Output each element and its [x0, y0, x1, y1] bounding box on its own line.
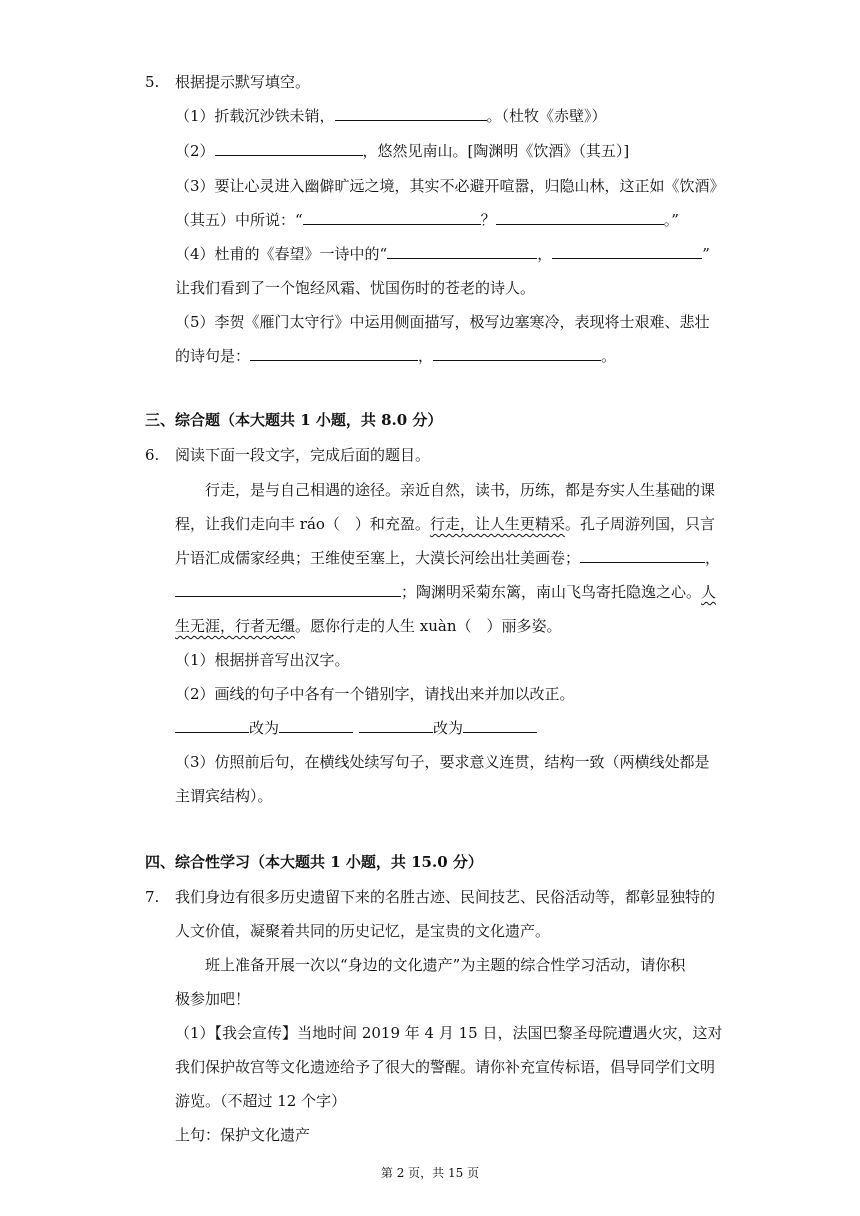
q5-item-5-suffix: 。: [601, 347, 617, 365]
q7-line-7: 游览。（不超过 12 个字）: [175, 1092, 347, 1110]
q5-item-2-prefix: （2）: [175, 142, 215, 160]
q5-item-4-suffix: ”: [702, 245, 710, 263]
q7-line-3: 班上准备开展一次以“身边的文化遗产”为主题的综合性学习活动，请你积: [205, 956, 686, 974]
q6-sub-3-line-1: （3）仿照前后句，在横线处续写句子，要求意义连贯，结构一致（两横线处都是: [175, 753, 710, 771]
q5-item-4-prefix: （4）杜甫的《春望》一诗中的“: [175, 245, 388, 263]
q6-passage-text: ；陶渊明采菊东篱，南山飞鸟寄托隐逸之心。: [401, 583, 702, 601]
q6-number: 6.: [145, 446, 160, 464]
q6-sub-3-line-2: 主谓宾结构）。: [175, 787, 273, 805]
q7-sub-number: （1）: [175, 1024, 215, 1042]
q7-line-8: 上句：保护文化遗产: [175, 1126, 311, 1144]
answer-blank[interactable]: [359, 718, 433, 733]
q6-passage-text: 片语汇成儒家经典；王维使至塞上，大漠长河绘出壮美画卷；: [175, 549, 581, 567]
q6-passage-line-3: [175, 548, 720, 568]
answer-blank[interactable]: [496, 210, 664, 225]
q5-item-3-prefix: （其五）中所说：“: [175, 211, 303, 229]
q7-text: 当地时间 2019 年 4 月 15 日，法国巴黎圣母院遭遇火灾，这对: [297, 1024, 723, 1042]
answer-blank[interactable]: [552, 244, 702, 259]
q5-item-3-suffix: 。”: [663, 211, 679, 229]
q6-sub-1: （1）根据拼音写出汉字。: [175, 651, 350, 669]
underlined-sentence: 行走，让人生更精采: [429, 515, 565, 533]
q5-item-5-prefix: 的诗句是：: [175, 347, 251, 365]
q6-title: 阅读下面一段文字，完成后面的题目。: [175, 446, 431, 464]
q5-item-4-line-1: [175, 244, 710, 264]
q5-item-5-line-1: （5）李贺《雁门太守行》中运用侧面描写，极写边塞寒冷，表现将士艰难、悲壮: [175, 313, 710, 331]
q5-item-5-line-2: [175, 346, 616, 366]
answer-blank[interactable]: [433, 346, 601, 361]
q5-item-3-line-2: [175, 210, 679, 230]
answer-blank[interactable]: [335, 106, 487, 121]
q7-line-2: 人文价值，凝聚着共同的历史记忆，是宝贵的文化遗产。: [175, 922, 551, 940]
q5-item-1-suffix: 。（杜牧《赤壁》）: [486, 107, 607, 125]
q6-passage-line-1: 行走，是与自己相遇的途径。亲近自然，读书，历练，都是夯实人生基础的课: [205, 481, 716, 499]
answer-blank[interactable]: [175, 582, 401, 597]
q5-item-2-suffix: ，悠然见南山。[陶渊明《饮酒》（其五）]: [362, 142, 630, 160]
q6-passage-text: 。愿你行走的人生 xuàn（ ）丽多姿。: [295, 617, 562, 635]
answer-blank[interactable]: [175, 718, 249, 733]
q5-item-4-line-2: 让我们看到了一个饱经风霜、忧国伤时的苍老的诗人。: [175, 279, 536, 297]
q6-passage-line-4: [175, 582, 716, 602]
q5-item-3-mid: ？: [480, 211, 496, 229]
q7-tag: 【我会宣传】: [214, 1024, 298, 1042]
q7-line-1: 我们身边有很多历史遗留下来的名胜古迹、民间技艺、民俗活动等，都彰显独特的: [175, 888, 716, 906]
q7-line-5: [175, 1023, 722, 1043]
correction-label: 改为: [249, 719, 280, 737]
q6-passage-text: 。孔子周游列国，只言: [564, 515, 715, 533]
q6-passage-text: 程，让我们走向丰 ráo（ ）和充盈。: [175, 515, 430, 533]
q5-item-2: [175, 141, 629, 161]
section-3-heading: 三、综合题（本大题共 1 小题，共 8.0 分）: [145, 411, 443, 429]
q5-item-4-mid: ，: [537, 245, 553, 263]
q7-number: 7.: [145, 888, 160, 906]
section-4-heading: 四、综合性学习（本大题共 1 小题，共 15.0 分）: [145, 853, 483, 871]
q5-title: 根据提示默写填空。: [175, 73, 311, 91]
q6-passage-line-2: [175, 514, 715, 534]
q5-number: 5.: [145, 73, 160, 91]
answer-blank[interactable]: [250, 346, 418, 361]
answer-blank[interactable]: [303, 210, 481, 225]
q5-item-3-line-1: （3）要让心灵进入幽僻旷远之境，其实不必避开喧嚣，归隐山林，这正如《饮酒》: [175, 177, 725, 195]
q7-line-6: 我们保护故宫等文化遗迹给予了很大的警醒。请你补充宣传标语，倡导同学们文明: [175, 1058, 716, 1076]
correction-label: 改为: [433, 719, 464, 737]
q6-sub-2: （2）画线的句子中各有一个错别字，请找出来并加以改正。: [175, 685, 575, 703]
answer-blank[interactable]: [215, 141, 363, 156]
q5-item-1: [175, 106, 607, 126]
answer-blank[interactable]: [279, 718, 353, 733]
q6-passage-text: ，: [705, 549, 721, 567]
underlined-sentence: 生无涯，行者无缰: [175, 617, 296, 635]
answer-blank[interactable]: [580, 548, 705, 563]
q7-line-4: 极参加吧！: [175, 990, 251, 1008]
underlined-sentence: 人: [701, 583, 717, 601]
answer-blank[interactable]: [387, 244, 537, 259]
q6-sub-2-answer: [175, 718, 537, 738]
q6-passage-line-5: [175, 616, 562, 636]
q5-item-1-prefix: （1）折载沉沙铁未销，: [175, 107, 335, 125]
q5-item-5-mid: ，: [418, 347, 434, 365]
page-footer: 第 2 页，共 15 页: [380, 1166, 480, 1180]
answer-blank[interactable]: [463, 718, 537, 733]
